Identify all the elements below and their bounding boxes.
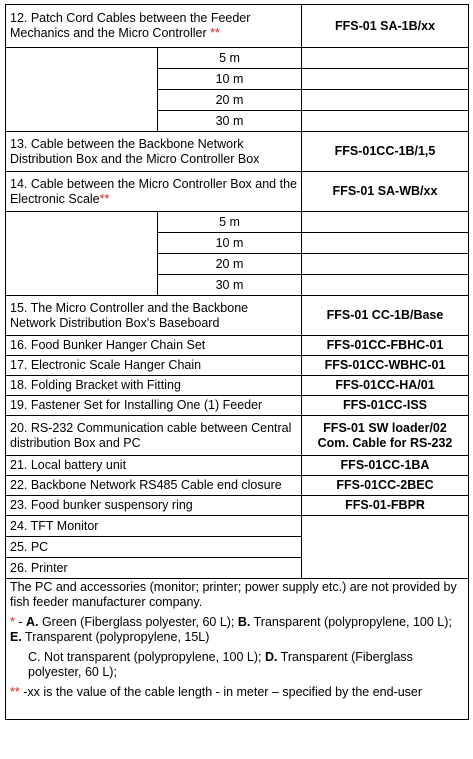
container-note: * - A. Green (Fiberglass polyester, 60 L); B. Transparent (polypropylene, 100 L); E. Transparent (polypropylene, 15L) <box>10 615 452 644</box>
table-row <box>6 172 469 212</box>
item-12-code: FFS-01 SA-1B/xx <box>302 5 469 48</box>
container-note-continued: C. Not transparent (polypropylene, 100 L); D. Transparent (Fiberglass polyester, 60 L); <box>28 650 413 679</box>
parts-table <box>5 4 469 720</box>
length-option: 30 m <box>158 111 302 132</box>
table-row <box>6 496 469 516</box>
table-row <box>6 376 469 396</box>
table-row <box>6 212 469 233</box>
length-option: 5 m <box>158 48 302 69</box>
table-row <box>6 132 469 172</box>
item-21-label: 21. Local battery unit <box>6 456 302 476</box>
item-24-label: 24. TFT Monitor <box>6 516 302 537</box>
item-23-label: 23. Food bunker suspensory ring <box>6 496 302 516</box>
asterisk-mark: * <box>10 615 15 629</box>
blank-cell <box>302 254 469 275</box>
length-option: 30 m <box>158 275 302 296</box>
blank-cell <box>302 111 469 132</box>
pc-note: The PC and accessories (monitor; printer; power supply etc.) are not provided by fish feeder manufacturer company. <box>10 580 457 609</box>
item-13-code: FFS-01CC-1B/1,5 <box>302 132 469 172</box>
item-12-label: 12. Patch Cord Cables between the Feeder Mechanics and the Micro Controller ** <box>6 5 302 48</box>
item-17-code: FFS-01CC-WBHC-01 <box>302 356 469 376</box>
item-15-label: 15. The Micro Controller and the Backbone Network Distribution Box's Baseboard <box>6 296 302 336</box>
blank-cell <box>302 516 469 579</box>
item-14-code: FFS-01 SA-WB/xx <box>302 172 469 212</box>
table-row <box>6 48 469 69</box>
item-18-label: 18. Folding Bracket with Fitting <box>6 376 302 396</box>
item-26-label: 26. Printer <box>6 558 302 579</box>
double-asterisk-mark: ** <box>210 26 220 40</box>
item-21-code: FFS-01CC-1BA <box>302 456 469 476</box>
item-16-label: 16. Food Bunker Hanger Chain Set <box>6 336 302 356</box>
table-row <box>6 5 469 48</box>
item-19-code: FFS-01CC-ISS <box>302 396 469 416</box>
table-row <box>6 336 469 356</box>
item-23-code: FFS-01-FBPR <box>302 496 469 516</box>
blank-cell <box>6 48 158 132</box>
table-row <box>6 516 469 537</box>
notes-row <box>6 579 469 720</box>
length-option: 20 m <box>158 254 302 275</box>
table-row <box>6 396 469 416</box>
notes-cell <box>6 579 469 720</box>
length-option: 10 m <box>158 69 302 90</box>
item-14-label: 14. Cable between the Micro Controller Box and the Electronic Scale** <box>6 172 302 212</box>
blank-cell <box>6 212 158 296</box>
double-asterisk-mark: ** <box>10 685 20 699</box>
table-row <box>6 296 469 336</box>
blank-cell <box>302 90 469 111</box>
length-option: 5 m <box>158 212 302 233</box>
blank-cell <box>302 48 469 69</box>
item-22-label: 22. Backbone Network RS485 Cable end closure <box>6 476 302 496</box>
item-20-label: 20. RS-232 Communication cable between Central distribution Box and PC <box>6 416 302 456</box>
blank-space <box>10 700 464 718</box>
item-19-label: 19. Fastener Set for Installing One (1) Feeder <box>6 396 302 416</box>
length-option: 10 m <box>158 233 302 254</box>
item-22-code: FFS-01CC-2BEC <box>302 476 469 496</box>
item-16-code: FFS-01CC-FBHC-01 <box>302 336 469 356</box>
table-row <box>6 356 469 376</box>
blank-cell <box>302 69 469 90</box>
table-row <box>6 456 469 476</box>
blank-cell <box>302 212 469 233</box>
item-13-label: 13. Cable between the Backbone Network Distribution Box and the Micro Controller Box <box>6 132 302 172</box>
blank-cell <box>302 275 469 296</box>
table-row <box>6 476 469 496</box>
item-17-label: 17. Electronic Scale Hanger Chain <box>6 356 302 376</box>
item-25-label: 25. PC <box>6 537 302 558</box>
blank-cell <box>302 233 469 254</box>
cable-length-note: ** -xx is the value of the cable length - in meter – specified by the end-user <box>10 685 423 699</box>
item-18-code: FFS-01CC-HA/01 <box>302 376 469 396</box>
item-15-code: FFS-01 CC-1B/Base <box>302 296 469 336</box>
length-option: 20 m <box>158 90 302 111</box>
double-asterisk-mark: ** <box>99 191 110 206</box>
item-20-code: FFS-01 SW loader/02 Com. Cable for RS-232 <box>302 416 469 456</box>
table-row <box>6 416 469 456</box>
